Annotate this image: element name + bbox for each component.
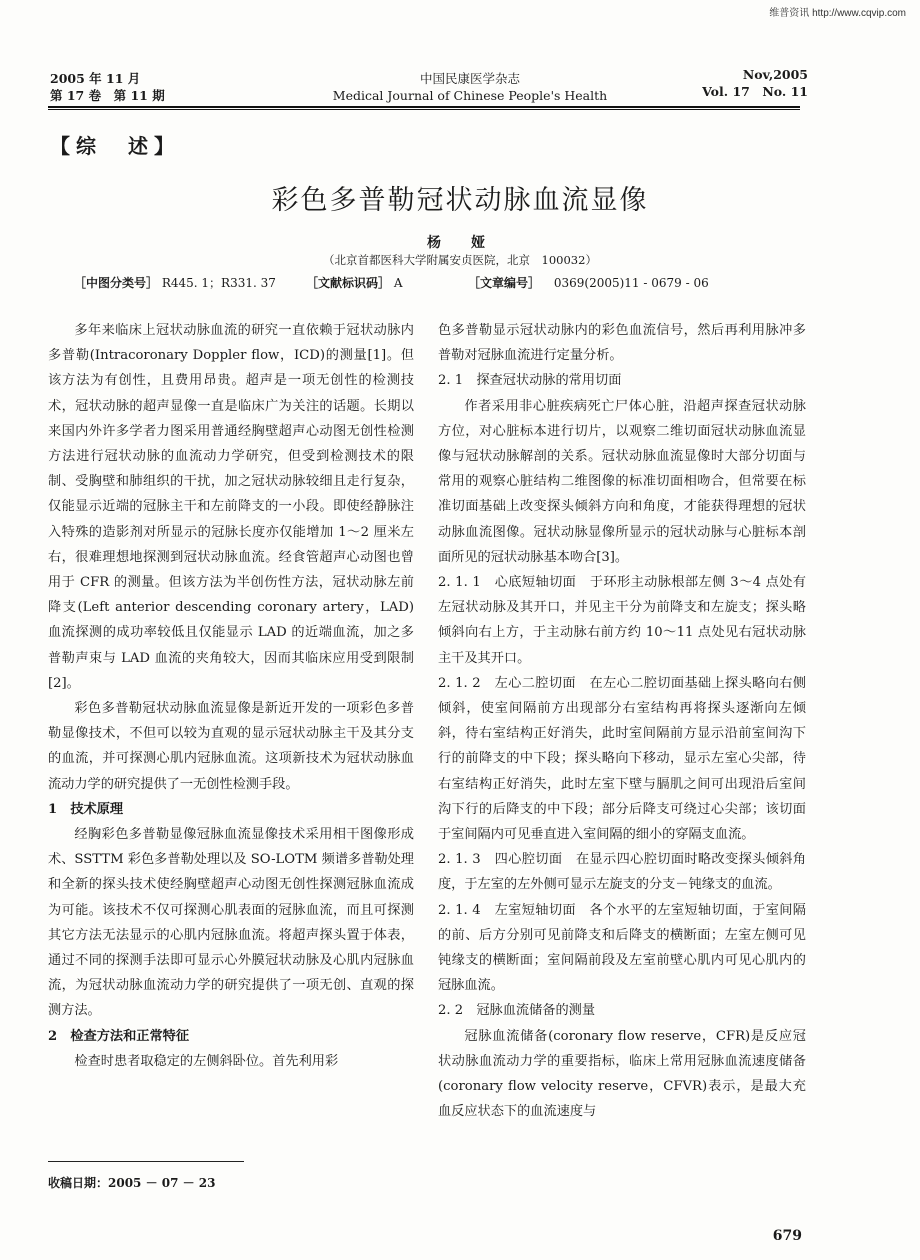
- body-paragraph: 检查时患者取稳定的左侧斜卧位。首先利用彩: [74, 1053, 339, 1069]
- left-column: [48, 318, 414, 1074]
- body-paragraph: 色多普勒显示冠状动脉内的彩色血流信号，然后再利用脉冲多普勒对冠脉血流进行定量分析。: [438, 323, 806, 364]
- section-label: 【综 述】: [50, 134, 180, 158]
- doc-value: A: [393, 276, 403, 290]
- header-rule-thin: [48, 109, 800, 110]
- section-heading: 2 检查方法和正常特征: [48, 1028, 190, 1044]
- affiliation: （北京首都医科大学附属安贞医院，北京 100032）: [323, 253, 597, 267]
- right-column: [438, 318, 806, 1125]
- art-label: ［文章编号］: [468, 276, 541, 290]
- journal-name-en: Medical Journal of Chinese People's Health: [332, 88, 608, 103]
- clc-value: R445. 1；R331. 37: [161, 276, 276, 290]
- body-paragraph: 冠脉血流储备(coronary flow reserve，CFR)是反应冠状动脉血流动力学的重要指标，临床上常用冠脉血流速度储备(coronary flow velocity reserve，CFVR)表示，是最大充血反应状态下的血流速度与: [438, 1028, 806, 1120]
- journal-date-volume: [50, 70, 165, 104]
- section-heading: 2. 1. 1 心底短轴切面 于环形主动脉根部左侧 3～4 点处有左冠状动脉及其开口，并见主干分为前降支和左旋支；探头略倾斜向右上方，于主动脉右前方约 10～11 点处见右冠状动脉主干及其开口。: [438, 575, 806, 666]
- doc-label: ［文献标识码］: [306, 276, 391, 290]
- journal-name: [300, 70, 640, 104]
- site-watermark: 维普资讯 http://www.cqvip.com: [769, 8, 906, 19]
- clc-number: [74, 274, 276, 291]
- section-heading: 2. 1. 3 四心腔切面 在显示四心腔切面时略改变探头倾斜角度，于左室的左外侧可显示左旋支的分支－钝缘支的血流。: [438, 852, 806, 893]
- header-rule: [48, 106, 800, 108]
- section-heading: 2. 1 探查冠状动脉的常用切面: [438, 373, 622, 389]
- clc-label: ［中图分类号］: [74, 276, 159, 290]
- received-date: 收稿日期：2005 － 07 － 23: [48, 1176, 216, 1190]
- journal-date: 2005 年 11 月: [50, 71, 141, 86]
- journal-date-volume-en: [702, 66, 808, 100]
- section-heading: 2. 1. 2 左心二腔切面 在左心二腔切面基础上探头略向右侧倾斜，使室间隔前方出现部分右室结构再将探头逐渐向左倾斜，待右室结构正好消失，此时室间隔前方显示沿前室间沟下行的前降支的中下段；探头略向下移动，显示左室心尖部，待右室结构正好消失，此时左室下壁与膈肌之间可出现沿后室间沟下行的后降支的中下段；部分后降支可绕过心尖部；该切面于室间隔内可见垂直进入室间隔的细小的穿隔支血流。: [438, 675, 806, 843]
- section-heading: 2. 2 冠脉血流储备的测量: [438, 1003, 596, 1019]
- body-paragraph: 彩色多普勒冠状动脉血流显像是新近开发的一项彩色多普勒显像技术，不但可以较为直观的显示冠状动脉主干及其分支的血流，并可探测心肌内冠脉血流。这项新技术为冠状动脉血流动力学的研究提供了一无创性检测手段。: [48, 701, 414, 792]
- footnote-rule: [48, 1161, 244, 1162]
- journal-name-cn: 中国民康医学杂志: [419, 71, 520, 86]
- journal-date-en: Nov,2005: [742, 67, 808, 82]
- journal-volume: 第 17 卷 第 11 期: [50, 88, 165, 103]
- body-paragraph: 多年来临床上冠状动脉血流的研究一直依赖于冠状动脉内多普勒(Intracoronary Doppler flow，ICD)的测量[1]。但该方法为有创性，且费用昂贵。超声是一项无创性的检测技术，冠状动脉的超声显像一直是临床广为关注的话题。长期以来国内外许多学者力图采用普通经胸壁超声心动图无创性检测方法进行冠状动脉的血流动力学研究，但受到检测技术的限制、受胸壁和肺组织的干扰，加之冠状动脉较细且走行复杂，仅能显示近端的冠脉主干和左前降支的一小段。即使经静脉注入特殊的造影剂对所显示的冠脉长度亦仅能增加 1～2 厘米左右，很难理想地探测到冠状动脉血流。经食管超声心动图也曾用于 CFR 的测量。但该方法为半创伤性方法，冠状动脉左前降支(Left anterior descending coronary artery，LAD)血流探测的成功率较低且仅能显示 LAD 的近端血流，加之多普勒声束与 LAD 血流的夹角较大，因而其临床应用受到限制[2]。: [48, 323, 414, 691]
- body-paragraph: 作者采用非心脏疾病死亡尸体心脏，沿超声探查冠状动脉方位，对心脏标本进行切片，以观察二维切面冠状动脉血流显像与冠状动脉解剖的关系。冠状动脉血流显像时大部分切面与常用的观察心脏结构二维图像的标准切面相吻合，但常要在标准切面基础上改变探头倾斜方向和角度，才能获得理想的冠状动脉血流图像。冠状动脉显像所显示的冠状动脉与心脏标本剖面所见的冠状动脉基本吻合[3]。: [438, 398, 806, 565]
- article-number: [468, 274, 709, 291]
- journal-volume-en: Vol. 17 No. 11: [702, 84, 808, 99]
- article-title: 彩色多普勒冠状动脉血流显像: [271, 185, 649, 216]
- art-value: 0369(2005)11 - 0679 - 06: [553, 276, 709, 290]
- document-code: [306, 274, 403, 291]
- page-number: 679: [772, 1228, 802, 1244]
- body-paragraph: 经胸彩色多普勒显像冠脉血流显像技术采用相干图像形成术、SSTTM 彩色多普勒处理以及 SO-LOTM 频谱多普勒处理和全新的探头技术使经胸壁超声心动图无创性探测冠脉血流成为可能。该技术不仅可探测心肌表面的冠脉血流，而且可探测其它方法无法显示的心肌内冠脉血流。将超声探头置于体表，通过不同的探测手法即可显示心外膜冠状动脉及心肌内冠脉血流，为冠状动脉血流动力学的研究提供了一项无创、直观的探测方法。: [48, 827, 414, 1019]
- section-heading: 1 技术原理: [48, 801, 124, 817]
- section-heading: 2. 1. 4 左室短轴切面 各个水平的左室短轴切面，于室间隔的前、后方分别可见前降支和后降支的横断面；左室左侧可见钝缘支的横断面；室间隔前段及左室前壁心肌内可见心肌内的冠脉血流。: [438, 902, 806, 994]
- author: 杨 娅: [427, 235, 493, 251]
